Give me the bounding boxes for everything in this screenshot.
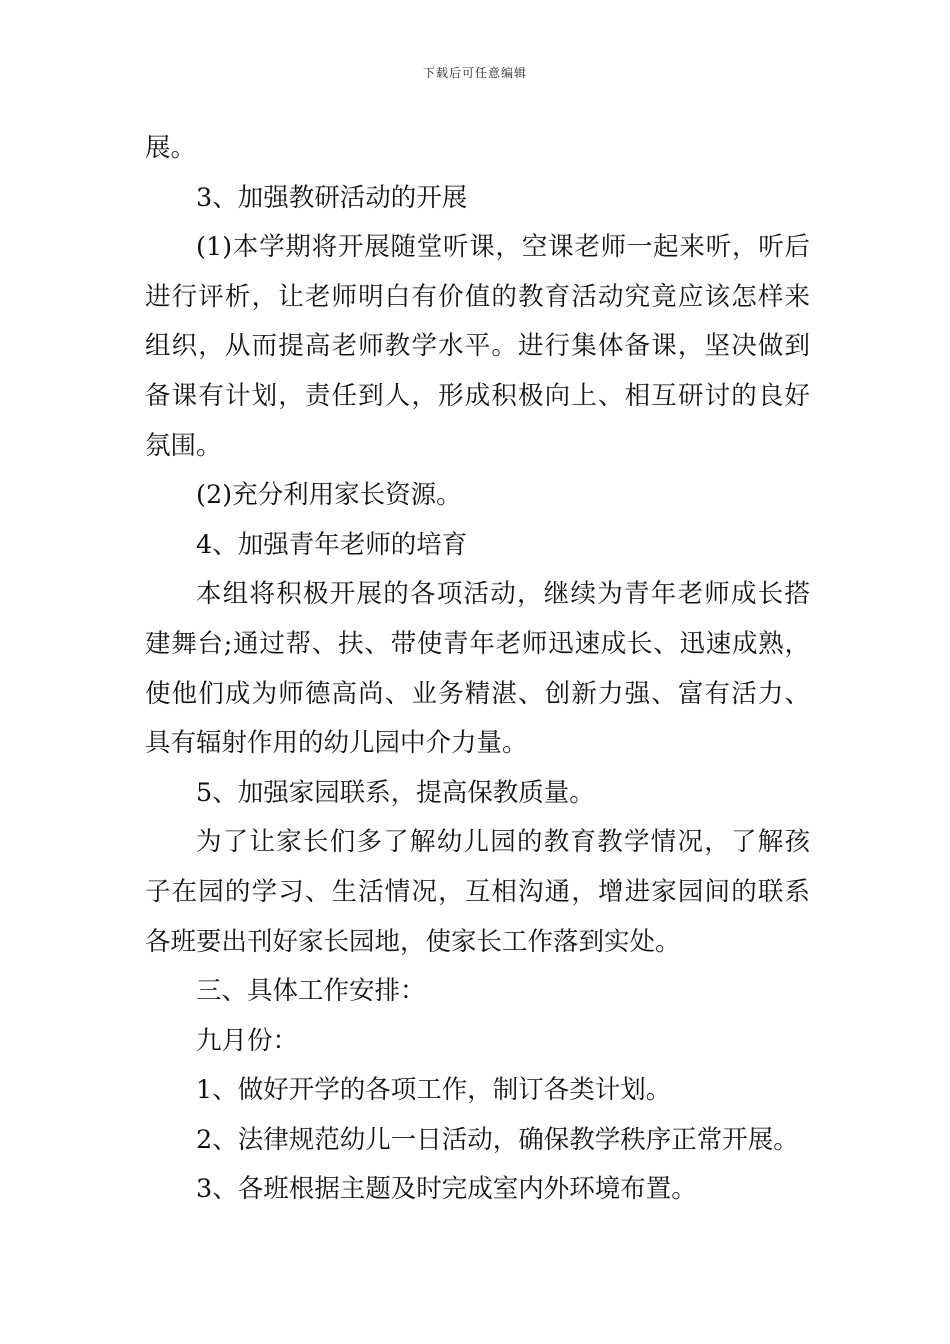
text-line: 子在园的学习、生活情况，互相沟通，增进家园间的联系: [145, 876, 810, 907]
text-line: 1、做好开学的各项工作，制订各类计划。: [196, 1075, 672, 1106]
text-line: 各班要出刊好家长园地，使家长工作落到实处。: [145, 926, 681, 957]
document-body: [145, 124, 810, 1215]
text-line: 三、具体工作安排：: [196, 976, 426, 1007]
text-line: 本组将积极开展的各项活动，继续为青年老师成长搭: [196, 579, 810, 610]
page-header: 下载后可任意编辑: [422, 66, 527, 80]
text-line: 九月份：: [196, 1025, 299, 1056]
text-line: 氛围。: [145, 430, 222, 461]
text-line: 5、加强家园联系，提高保教质量。: [196, 777, 595, 808]
text-line: 建舞台;通过帮、扶、带使青年老师迅速成长、迅速成熟，: [145, 628, 810, 659]
text-line: (2)充分利用家长资源。: [196, 480, 462, 511]
text-line: 4、加强青年老师的培育: [196, 529, 468, 560]
text-line: 具有辐射作用的幼儿园中介力量。: [145, 728, 528, 759]
text-line: 展。: [145, 133, 197, 163]
text-line: 3、各班根据主题及时完成室内外环境布置。: [196, 1174, 697, 1205]
text-line: 备课有计划，责任到人，形成积极向上、相互研讨的良好: [145, 380, 810, 411]
text-line: 为了让家长们多了解幼儿园的教育教学情况，了解孩: [196, 827, 810, 858]
text-line: (1)本学期将开展随堂听课，空课老师一起来听，听后: [196, 232, 810, 263]
text-line: 3、加强教研活动的开展: [196, 182, 468, 213]
text-line: 使他们成为师德高尚、业务精湛、创新力强、富有活力、: [145, 678, 810, 709]
text-line: 进行评析，让老师明白有价值的教育活动究竟应该怎样来: [145, 281, 810, 312]
text-line: 2、法律规范幼儿一日活动，确保教学秩序正常开展。: [196, 1124, 799, 1155]
text-line: 组织，从而提高老师教学水平。进行集体备课，坚决做到: [145, 331, 810, 362]
